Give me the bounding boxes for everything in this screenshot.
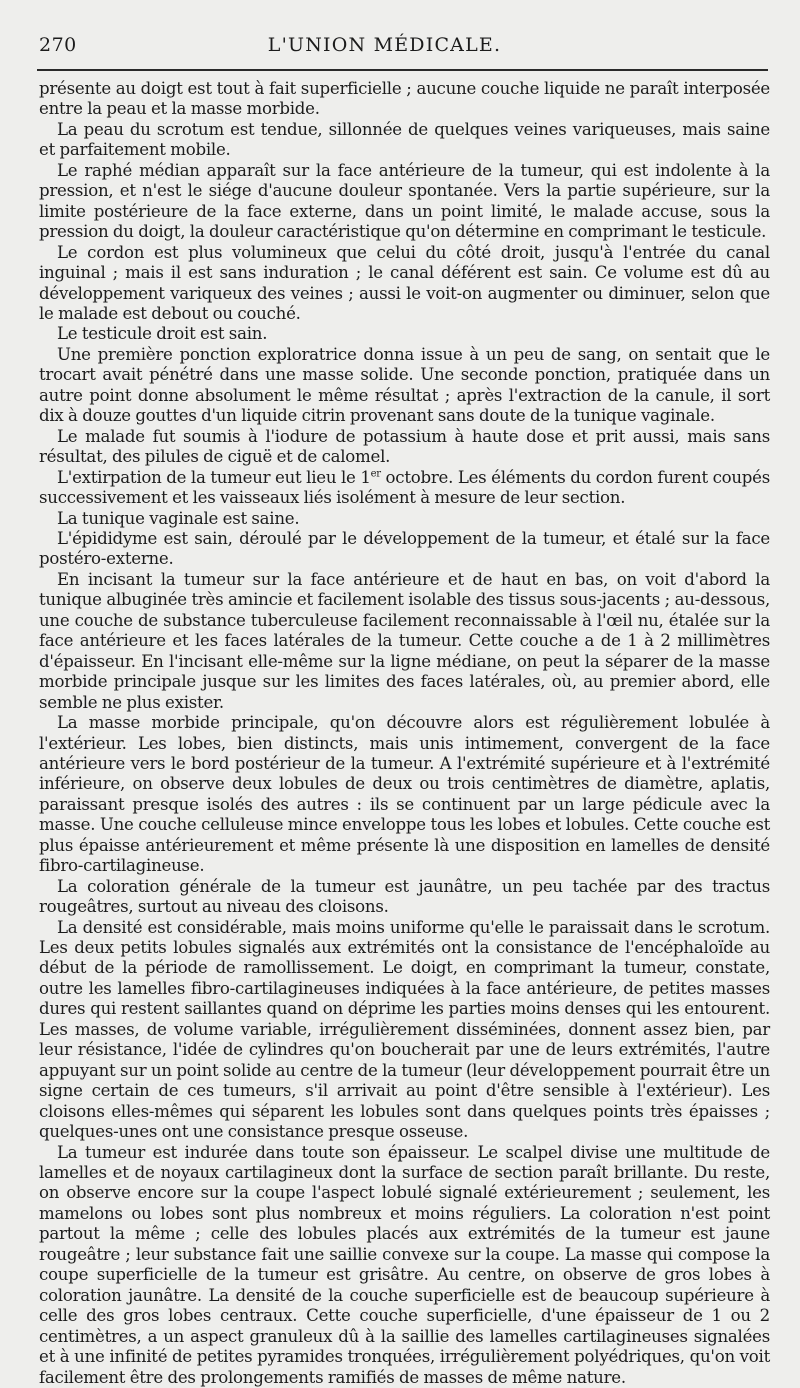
header-rule xyxy=(37,69,768,71)
paragraph: La peau du scrotum est tendue, sillonnée de quelques veines variqueuses, mais saine et parfaitement mobile. xyxy=(39,119,770,160)
paragraph: La coloration générale de la tumeur est jaunâtre, un peu tachée par des tractus rougeâtres, surtout au niveau des cloisons. xyxy=(39,876,770,917)
paragraph: Une première ponction exploratrice donna issue à un peu de sang, on sentait que le trocart avait pénétré dans une masse solide. Une seconde ponction, pratiquée dans un autre point donne absolument le même résultat ; après l'extraction de la canule, il sort dix à douze gouttes d'un liquide citrin provenant sans doute de la tunique vaginale. xyxy=(39,344,770,426)
paragraph: Le raphé médian apparaît sur la face antérieure de la tumeur, qui est indolente à la pression, et n'est le siége d'aucune douleur spontanée. Vers la partie supérieure, sur la limite postérieure de la face externe, dans un point limité, le malade accuse, sous la pression du doigt, la douleur caractéristique qu'on détermine en comprimant le testicule. xyxy=(39,160,770,242)
paragraph: La densité est considérable, mais moins uniforme qu'elle le paraissait dans le scrotum. Les deux petits lobules signalés aux extrémités ont la consistance de l'encéphaloïde au début de la période de ramollissement. Le doigt, en comprimant la tumeur, constate, outre les lamelles fibro-cartilagineuses indiquées à la face antérieure, de petites masses dures qui restent saillantes quand on déprime les parties moins denses qui les entourent. Les masses, de volume variable, irrégulièrement disséminées, donnent assez bien, par leur résistance, l'idée de cylindres qu'on boucherait par une de leurs extrémités, l'autre appuyant sur un point solide au centre de la tumeur (leur développement pourrait être un signe certain de ces tumeurs, s'il arrivait au point d'être sensible à l'extérieur). Les cloisons elles-mêmes qui séparent les lobules sont dans quelques points très épaisses ; quelques-unes ont une consistance presque osseuse. xyxy=(39,917,770,1142)
running-title: L'UNION MÉDICALE. xyxy=(267,34,502,56)
paragraph: La tunique vaginale est saine. xyxy=(57,508,300,528)
paragraph: La masse morbide principale, qu'on découvre alors est régulièrement lobulée à l'extérieur. Les lobes, bien distincts, mais unis intimement, convergent de la face antérieure vers le bord postérieur de la tumeur. A l'extrémité supérieure et à l'extrémité inférieure, on observe deux lobules de deux ou trois centimètres de diamètre, aplatis, paraissant presque isolés des autres : ils se continuent par un large pédicule avec la masse. Une couche celluleuse mince enveloppe tous les lobes et lobules. Cette couche est plus épaisse antérieurement et même présente là une disposition en lamelles de densité fibro-cartilagineuse. xyxy=(39,713,770,876)
paragraph: L'extirpation de la tumeur eut lieu le 1er octobre. Les éléments du cordon furent coupés successivement et les vaisseaux liés isolément à mesure de leur section. xyxy=(39,467,770,508)
page-number: 270 xyxy=(39,34,77,56)
paragraph: En incisant la tumeur sur la face antérieure et de haut en bas, on voit d'abord la tunique albuginée très amincie et facilement isolable des tissus sous-jacents ; au-dessous, une couche de substance tuberculeuse facilement reconnaissable à l'œil nu, étalée sur la face antérieure et les faces latérales de la tumeur. Cette couche a de 1 à 2 millimètres d'épaisseur. En l'incisant elle-même sur la ligne médiane, on peut la séparer de la masse morbide principale jusque sur les limites des faces latérales, où, au premier abord, elle semble ne plus exister. xyxy=(39,569,770,712)
paragraph: La tumeur est indurée dans toute son épaisseur. Le scalpel divise une multitude de lamelles et de noyaux cartilagineux dont la surface de section paraît brillante. Du reste, on observe encore sur la coupe l'aspect lobulé signalé extérieurement ; seulement, les mamelons ou lobes sont plus nombreux et moins réguliers. La coloration n'est point partout la même ; celle des lobules placés aux extrémités de la tumeur est jaune rougeâtre ; leur substance fait une saillie convexe sur la coupe. La masse qui compose la coupe superficielle de la tumeur est grisâtre. Au centre, on observe de gros lobes à coloration jaunâtre. La densité de la couche superficielle est de beaucoup supérieure à celle des gros lobes centraux. Cette couche superficielle, d'une épaisseur de 1 ou 2 centimètres, a un aspect granuleux dû à la saillie des lamelles cartilagineuses signalées et à une infinité de petites pyramides tronquées, irrégulièrement polyédriques, qu'on voit facilement être des prolongements ramifiés de masses de même nature. xyxy=(39,1142,770,1387)
paragraph: Le cordon est plus volumineux que celui du côté droit, jusqu'à l'entrée du canal inguinal ; mais il est sans induration ; le canal déférent est sain. Ce volume est dû au développement variqueux des veines ; aussi le voit-on augmenter ou diminuer, selon que le malade est debout ou couché. xyxy=(39,242,770,323)
paragraph: présente au doigt est tout à fait superficielle ; aucune couche liquide ne paraît interposée entre la peau et la masse morbide. xyxy=(39,79,770,119)
page-header xyxy=(39,34,770,60)
body-text xyxy=(39,79,770,1388)
paragraph: L'épididyme est sain, déroulé par le développement de la tumeur, et étalé sur la face postéro-externe. xyxy=(39,528,770,569)
paragraph: Le malade fut soumis à l'iodure de potassium à haute dose et prit aussi, mais sans résultat, des pilules de ciguë et de calomel. xyxy=(39,426,770,467)
paragraph: Le testicule droit est sain. xyxy=(57,324,268,344)
